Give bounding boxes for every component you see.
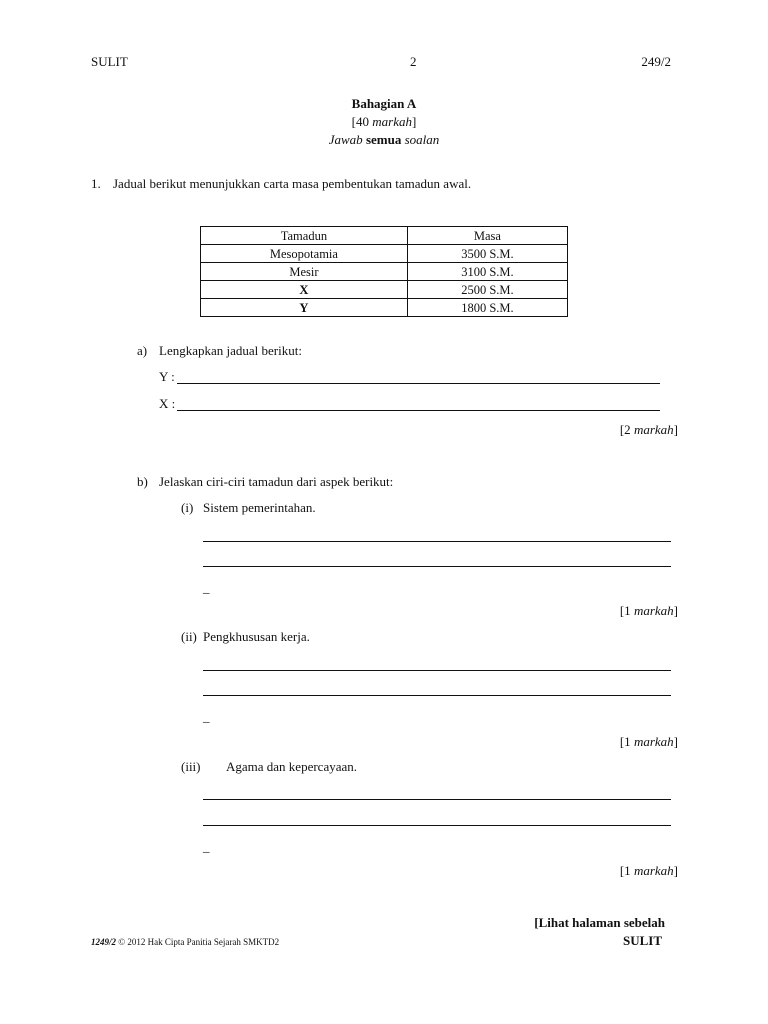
table-cell: Mesir [201,263,408,281]
table-header: Masa [407,227,567,245]
answer-line[interactable] [203,799,671,800]
footer-copyright-text: © 2012 Hak Cipta Panitia Sejarah SMKTD2 [118,937,280,947]
instruction-word-1: Jawab [328,132,363,147]
subpart-text: Sistem pemerintahan. [203,500,316,515]
footer-copyright [91,937,279,947]
page-number: 2 [410,54,417,69]
table-cell: Y [201,299,408,317]
answer-line-y[interactable] [177,383,660,384]
marks-suffix: ] [673,422,678,437]
marks-prefix: [1 [619,734,634,749]
part-a-label: a) [137,343,148,358]
table-cell: 1800 S.M. [407,299,567,317]
answer-line[interactable] [203,695,671,696]
section-marks-prefix: [40 [351,114,373,129]
table-cell: Mesopotamia [201,245,408,263]
answer-line[interactable] [203,825,671,826]
subpart-number: (ii) [181,629,197,644]
instruction-word-3: soalan [404,132,440,147]
table-cell: 3100 S.M. [407,263,567,281]
header-sulit: SULIT [91,54,128,69]
table-header-row [201,227,568,245]
subpart-marks [620,603,678,619]
answer-x-label: X : [159,396,176,411]
subpart-text: Pengkhususan kerja. [203,629,310,644]
answer-line-short[interactable]: _ [203,709,210,724]
paper-code: 249/2 [641,54,671,69]
table-cell: 3500 S.M. [407,245,567,263]
table-cell: X [201,281,408,299]
marks-prefix: [1 [619,863,634,878]
footer-code: 1249/2 [91,937,117,947]
table-row [201,281,568,299]
marks-suffix: ] [673,734,678,749]
marks-word: markah [633,422,674,437]
marks-suffix: ] [673,863,678,878]
marks-prefix: [1 [619,603,634,618]
subpart-number: (iii) [181,759,201,774]
question-number: 1. [91,176,101,191]
question-text: Jadual berikut menunjukkan carta masa pembentukan tamadun awal. [113,176,472,191]
part-b-text: Jelaskan ciri-ciri tamadun dari aspek berikut: [159,474,394,489]
answer-line[interactable] [203,670,671,671]
subpart-text: Agama dan kepercayaan. [226,759,358,774]
section-title: Bahagian A [351,96,417,111]
section-marks [0,114,768,130]
answer-y-label: Y : [159,369,175,384]
answer-line-x[interactable] [177,410,660,411]
table-cell: 2500 S.M. [407,281,567,299]
answer-line-short[interactable]: _ [203,580,210,595]
marks-word: markah [633,734,674,749]
table-row [201,245,568,263]
answer-line-short[interactable]: _ [203,839,210,854]
answer-line[interactable] [203,541,671,542]
part-a-text: Lengkapkan jadual berikut: [159,343,302,358]
section-marks-suffix: ] [411,114,417,129]
marks-word: markah [633,603,674,618]
table-row [201,299,568,317]
section-marks-word: markah [372,114,412,129]
subpart-number: (i) [181,500,194,515]
marks-word: markah [633,863,674,878]
footer-sulit: SULIT [622,933,662,948]
timeline-table [200,226,568,317]
instruction-word-2: semua [365,132,402,147]
table-row [201,263,568,281]
marks-prefix: [2 [619,422,634,437]
part-b-label: b) [137,474,148,489]
subpart-marks [620,734,678,750]
table-header: Tamadun [201,227,408,245]
section-instruction [0,132,768,148]
subpart-marks [620,863,678,879]
part-a-marks [620,422,678,438]
answer-line[interactable] [203,566,671,567]
next-page-note: [Lihat halaman sebelah [534,915,665,930]
marks-suffix: ] [673,603,678,618]
